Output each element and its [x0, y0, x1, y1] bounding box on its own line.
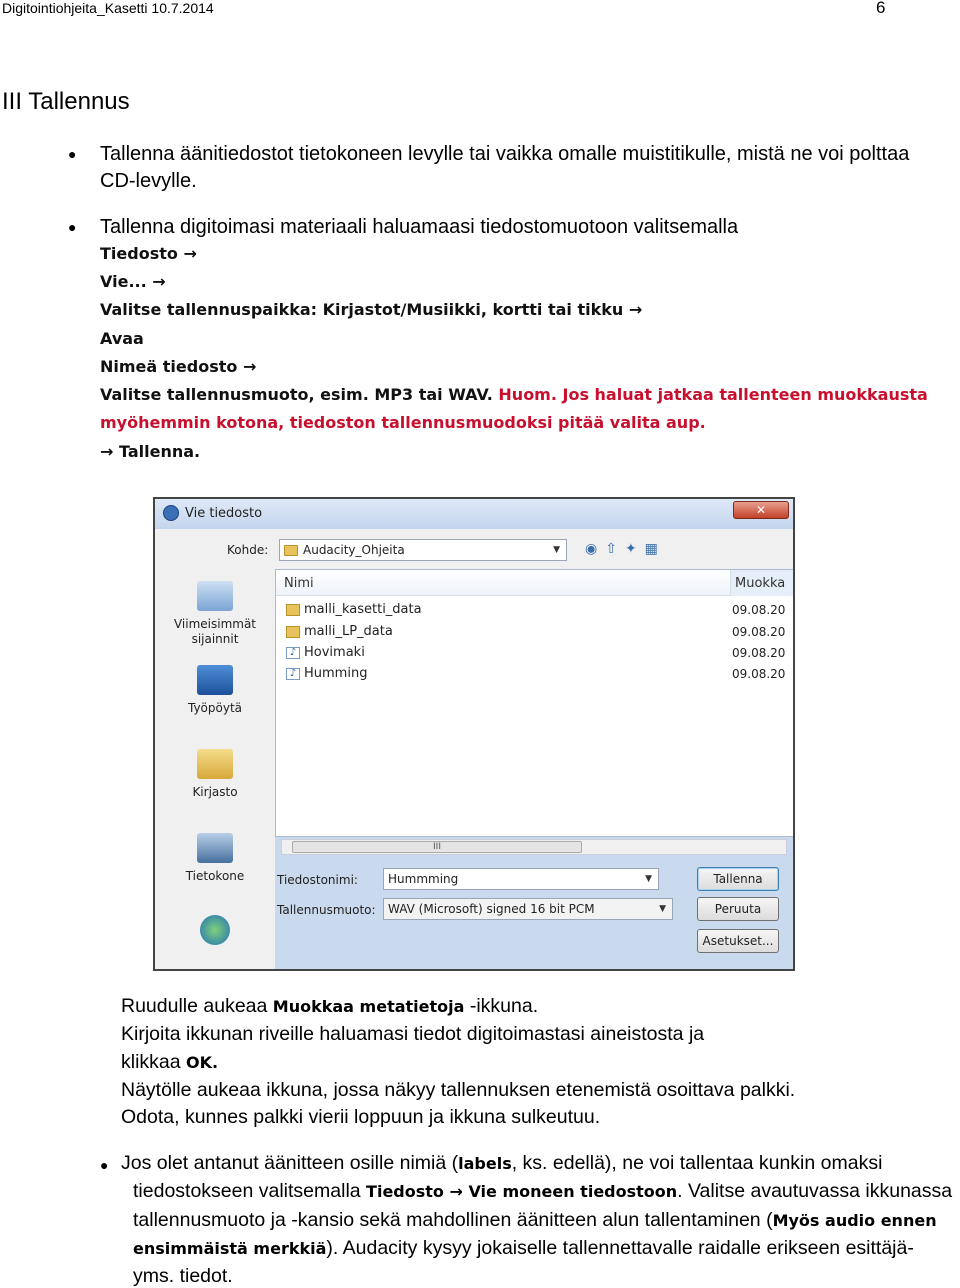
- toolbar-nav-icons[interactable]: ◉⇧✦▦: [585, 541, 666, 557]
- filename-input[interactable]: [383, 868, 659, 890]
- close-icon[interactable]: ✕: [733, 501, 789, 519]
- filename-value: Hummming: [388, 872, 459, 886]
- file-list-header: [276, 570, 794, 596]
- place-desktop[interactable]: [155, 665, 275, 716]
- step-location: Valitse tallennuspaikka: Kirjastot/Musiikki, kortti tai tikku →: [100, 300, 643, 319]
- place-desktop-label: Työpöytä: [187, 701, 243, 715]
- place-recent-label: Viimeisimmät: [173, 617, 257, 631]
- location-label: Kohde:: [227, 543, 269, 557]
- bullet-dot: ●: [68, 219, 77, 235]
- column-name[interactable]: Nimi: [284, 576, 314, 591]
- chevron-down-icon: ▼: [553, 545, 560, 555]
- step-name-file: Nimeä tiedosto →: [100, 357, 257, 376]
- bullet-dot: ●: [68, 146, 77, 162]
- place-recent[interactable]: [155, 581, 275, 647]
- list-item[interactable]: malli_LP_data: [286, 624, 393, 639]
- page-header-title: Digitointiohjeita_Kasetti 10.7.2014: [2, 0, 214, 16]
- step-vie: Vie... →: [100, 272, 166, 291]
- location-combo[interactable]: [279, 539, 567, 561]
- paragraph-4: Näytölle aukeaa ikkuna, jossa näkyy tallennuksen etenemistä osoittava palkki.: [121, 1079, 796, 1101]
- last-bullet-line5: yms. tiedot.: [133, 1265, 233, 1287]
- dialog-title: Vie tiedosto: [185, 506, 263, 521]
- paragraph-5: Odota, kunnes palkki vierii loppuun ja ikkuna sulkeutuu.: [121, 1106, 601, 1128]
- chevron-down-icon: ▼: [645, 874, 652, 884]
- audio-file-icon: ♪: [286, 647, 300, 659]
- cancel-button[interactable]: Peruuta: [697, 897, 779, 921]
- file-date: 09.08.20: [732, 646, 786, 660]
- recent-places-icon: [197, 581, 233, 611]
- place-network[interactable]: [155, 915, 275, 951]
- bullet-1: [100, 141, 909, 195]
- page-number: 6: [876, 0, 886, 17]
- last-bullet-line1: Jos olet antanut äänitteen osille nimiä (labels, ks. edellä), ne voi tallentaa kunkin omaksi: [121, 1152, 883, 1174]
- last-bullet-line4: ensimmäistä merkkiä). Audacity kysyy jokaiselle tallennettavalle raidalle erikseen esittäjä-: [133, 1237, 914, 1259]
- chevron-down-icon: ▼: [659, 904, 666, 914]
- filetype-label: Tallennusmuoto:: [277, 903, 376, 917]
- bullet-1-line2: CD-levylle.: [100, 170, 197, 192]
- bullet-dot: ●: [100, 1157, 109, 1173]
- list-item[interactable]: malli_kasetti_data: [286, 602, 422, 617]
- filetype-value: WAV (Microsoft) signed 16 bit PCM: [388, 902, 595, 916]
- export-dialog-screenshot: [153, 497, 795, 971]
- paragraph-2: Kirjoita ikkunan riveille haluamasi tiedot digitoimastasi aineistosta ja: [121, 1023, 705, 1045]
- horizontal-scrollbar[interactable]: [281, 839, 787, 855]
- step-avaa: Avaa: [100, 329, 144, 348]
- list-item[interactable]: ♪ Humming: [286, 666, 367, 681]
- step-save: → Tallenna.: [100, 442, 201, 461]
- place-computer-label: Tietokone: [185, 869, 245, 883]
- dialog-toolbar: [155, 529, 793, 569]
- paragraph-3: klikkaa OK.: [121, 1051, 219, 1073]
- file-date: 09.08.20: [732, 625, 786, 639]
- note-red: Huom. Jos haluat jatkaa tallenteen muokkausta: [498, 385, 928, 404]
- save-button[interactable]: Tallenna: [697, 867, 779, 891]
- last-bullet-line2: tiedostokseen valitsemalla Tiedosto → Vie moneen tiedostoon. Valitse avautuvassa ikkunassa: [133, 1180, 953, 1202]
- desktop-icon: [197, 665, 233, 695]
- filename-label: Tiedostonimi:: [277, 873, 358, 887]
- list-item[interactable]: ♪ Hovimaki: [286, 645, 365, 660]
- step-format: Valitse tallennusmuoto, esim. MP3 tai WAV. Huom. Jos haluat jatkaa tallenteen muokkausta: [100, 385, 928, 404]
- place-library-label: Kirjasto: [192, 785, 238, 799]
- place-computer[interactable]: [155, 833, 275, 884]
- note-red-line2: myöhemmin kotona, tiedoston tallennusmuodoksi pitää valita aup.: [100, 413, 706, 432]
- audio-file-icon: ♪: [286, 668, 300, 680]
- location-value: Audacity_Ohjeita: [303, 543, 405, 557]
- file-date: 09.08.20: [732, 603, 786, 617]
- filetype-select[interactable]: [383, 898, 673, 920]
- column-modified[interactable]: Muokka: [730, 570, 795, 596]
- step-tiedosto: Tiedosto →: [100, 244, 197, 263]
- file-list: [275, 569, 795, 837]
- bullet-2: Tallenna digitoimasi materiaali haluamaasi tiedostomuotoon valitsemalla: [100, 216, 739, 238]
- network-globe-icon: [200, 915, 230, 945]
- folder-icon: [284, 545, 298, 556]
- options-button[interactable]: Asetukset...: [697, 929, 779, 953]
- paragraph-1: Ruudulle aukeaa Muokkaa metatietoja -ikkuna.: [121, 995, 539, 1017]
- scrollbar-thumb[interactable]: III: [292, 841, 582, 853]
- bullet-1-line1: Tallenna äänitiedostot tietokoneen levylle tai vaikka omalle muistitikulle, mistä ne voi polttaa: [100, 143, 910, 165]
- last-bullet-line3: tallennusmuoto ja -kansio sekä mahdollinen äänitteen alun tallentaminen (Myös audio ennen: [133, 1209, 937, 1231]
- audacity-icon: [163, 505, 179, 521]
- section-title: III Tallennus: [2, 88, 130, 115]
- computer-icon: [197, 833, 233, 863]
- dialog-titlebar: [155, 499, 793, 529]
- place-recent-label-2: sijainnit: [191, 632, 239, 646]
- library-icon: [197, 749, 233, 779]
- place-library[interactable]: [155, 749, 275, 800]
- folder-icon: [286, 604, 300, 616]
- places-bar: [155, 569, 275, 971]
- file-date: 09.08.20: [732, 667, 786, 681]
- folder-icon: [286, 626, 300, 638]
